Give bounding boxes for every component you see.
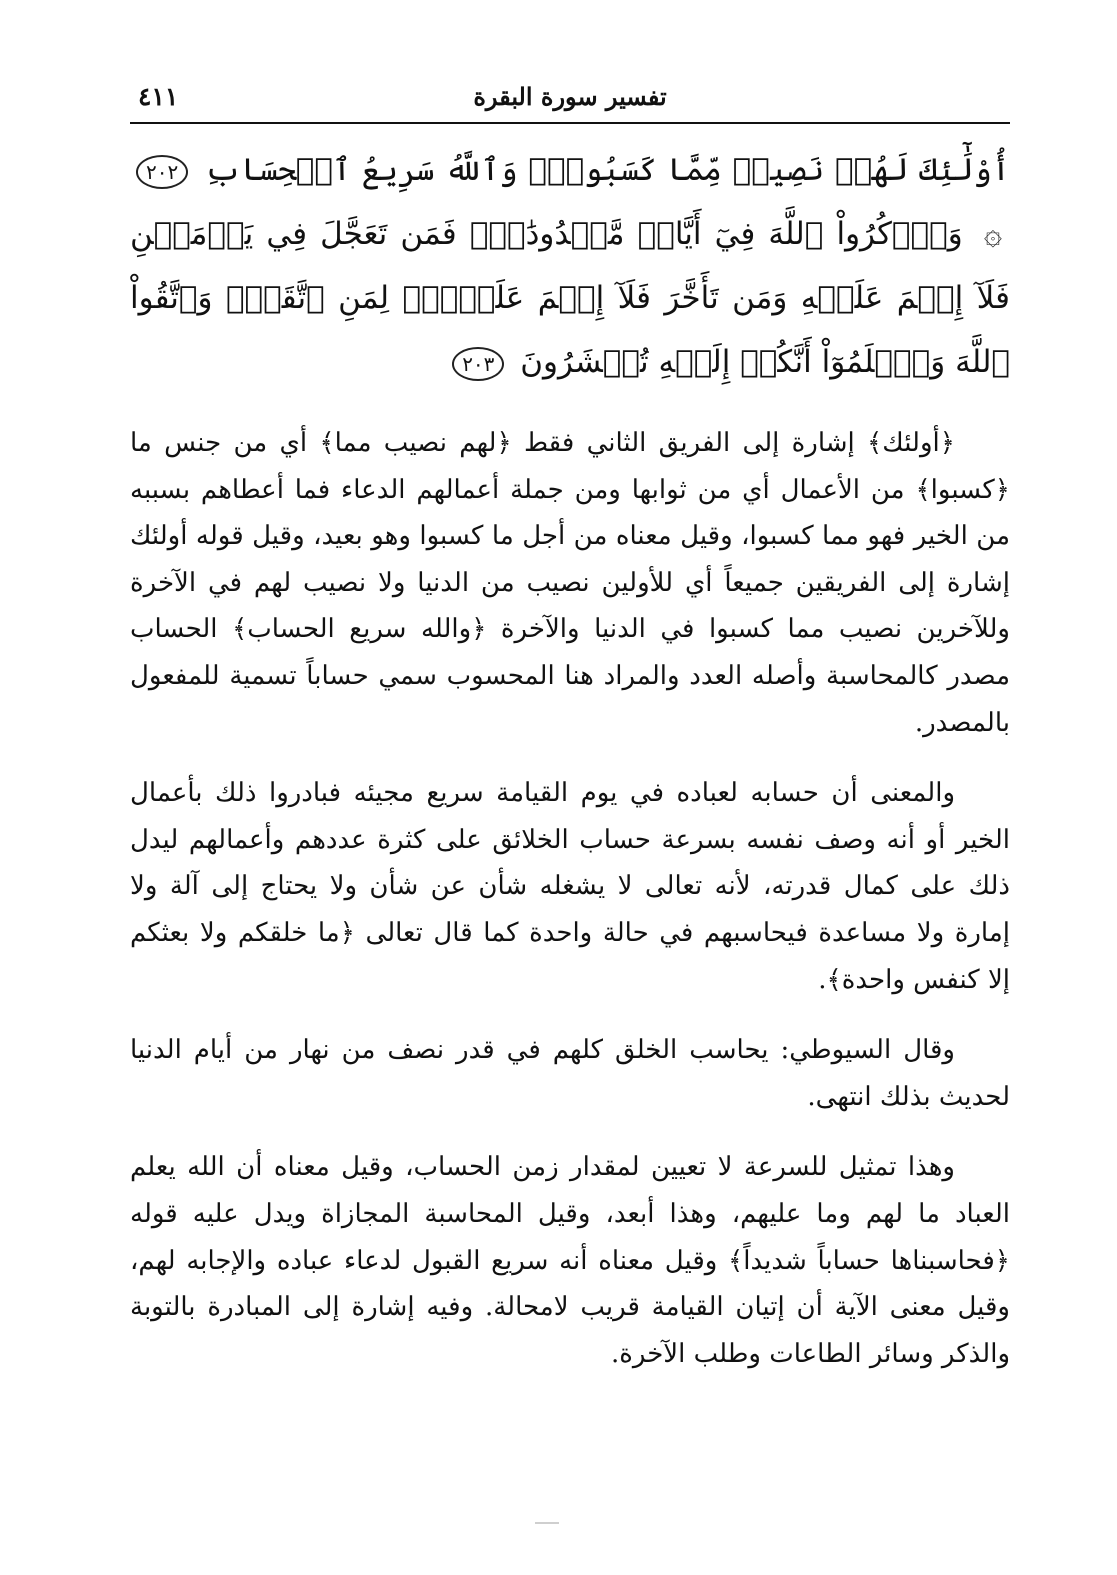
quran-verses-block <box>130 138 1010 394</box>
verse-203-text: وَٱذۡكُرُواْ ٱللَّهَ فِيٓ أَيَّامٖ مَّعۡدُودَٰتٖۚ فَمَن تَعَجَّلَ فِي يَوۡمَيۡنِ فَلَآ إِثۡمَ عَلَيۡهِ وَمَن تَأَخَّرَ فَلَآ إِثۡمَ عَلَيۡهِۖ لِمَنِ ٱتَّقَىٰۗ وَٱتَّقُواْ ٱللَّهَ وَٱعۡلَمُوٓاْ أَنَّكُمۡ إِلَيۡهِ تُحۡشَرُونَ <box>130 216 1010 380</box>
hizb-star-icon: ۞ <box>983 216 1003 252</box>
ayah-number-marker: ٢٠٣ <box>452 347 504 381</box>
commentary-paragraph: والمعنى أن حسابه لعباده في يوم القيامة سريع مجيئه فبادروا ذلك بأعمال الخير أو أنه وصف نفسه بسرعة حساب الخلائق على كثرة عددهم وأعمالهم ليدل ذلك على كمال قدرته، لأنه تعالى لا يشغله شأن عن شأن ولا يحتاج إلى آلة ولا إمارة ولا مساعدة فيحاسبهم في حالة واحدة كما قال تعالى ﴿ما خلقكم ولا بعثكم إلا كنفس واحدة﴾. <box>130 778 1010 995</box>
scan-smudge <box>535 1522 559 1524</box>
page-number: ٤١١ <box>138 82 179 111</box>
commentary-paragraph: وقال السيوطي: يحاسب الخلق كلهم في قدر نصف من نهار من أيام الدنيا لحديث بذلك انتهى. <box>130 1035 1010 1112</box>
running-header <box>130 82 1010 124</box>
commentary-paragraph: ﴿أولئك﴾ إشارة إلى الفريق الثاني فقط ﴿لهم نصيب مما﴾ أي من جنس ما ﴿كسبوا﴾ من الأعمال أي من ثوابها ومن جملة أعمالهم الدعاء فما أعطاهم بسببه من الخير فهو مما كسبوا، وقيل معناه من أجل ما كسبوا وهو بعيد، وقيل قوله أولئك إشارة إلى الفريقين جميعاً أي للأولين نصيب من الدنيا ولا نصيب لهم في الآخرة وللآخرين نصيب مما كسبوا في الدنيا والآخرة ﴿والله سريع الحساب﴾ الحساب مصدر كالمحاسبة وأصله العدد والمراد هنا المحسوب سمي حساباً تسمية للمفعول بالمصدر. <box>130 428 1010 738</box>
verse-202-text: أُوْلَٰٓئِكَ لَهُمۡ نَصِيبٞ مِّمَّا كَسَبُواْۚ وَٱللَّهُ سَرِيعُ ٱلۡحِسَابِ <box>204 152 1010 188</box>
surah-title: تفسير سورة البقرة <box>473 82 667 111</box>
ayah-number-marker: ٢٠٢ <box>136 155 188 189</box>
commentary-body <box>130 420 1010 1401</box>
commentary-paragraph: وهذا تمثيل للسرعة لا تعيين لمقدار زمن الحساب، وقيل معناه أن الله يعلم العباد ما لهم وما عليهم، وهذا أبعد، وقيل المحاسبة المجازاة ويدل عليه قوله ﴿فحاسبناها حساباً شديداً﴾ وقيل معناه أنه سريع القبول لدعاء عباده والإجابه لهم، وقيل معنى الآية أن إتيان القيامة قريب لامحالة. وفيه إشارة إلى المبادرة بالتوبة والذكر وسائر الطاعات وطلب الآخرة. <box>130 1152 1010 1369</box>
